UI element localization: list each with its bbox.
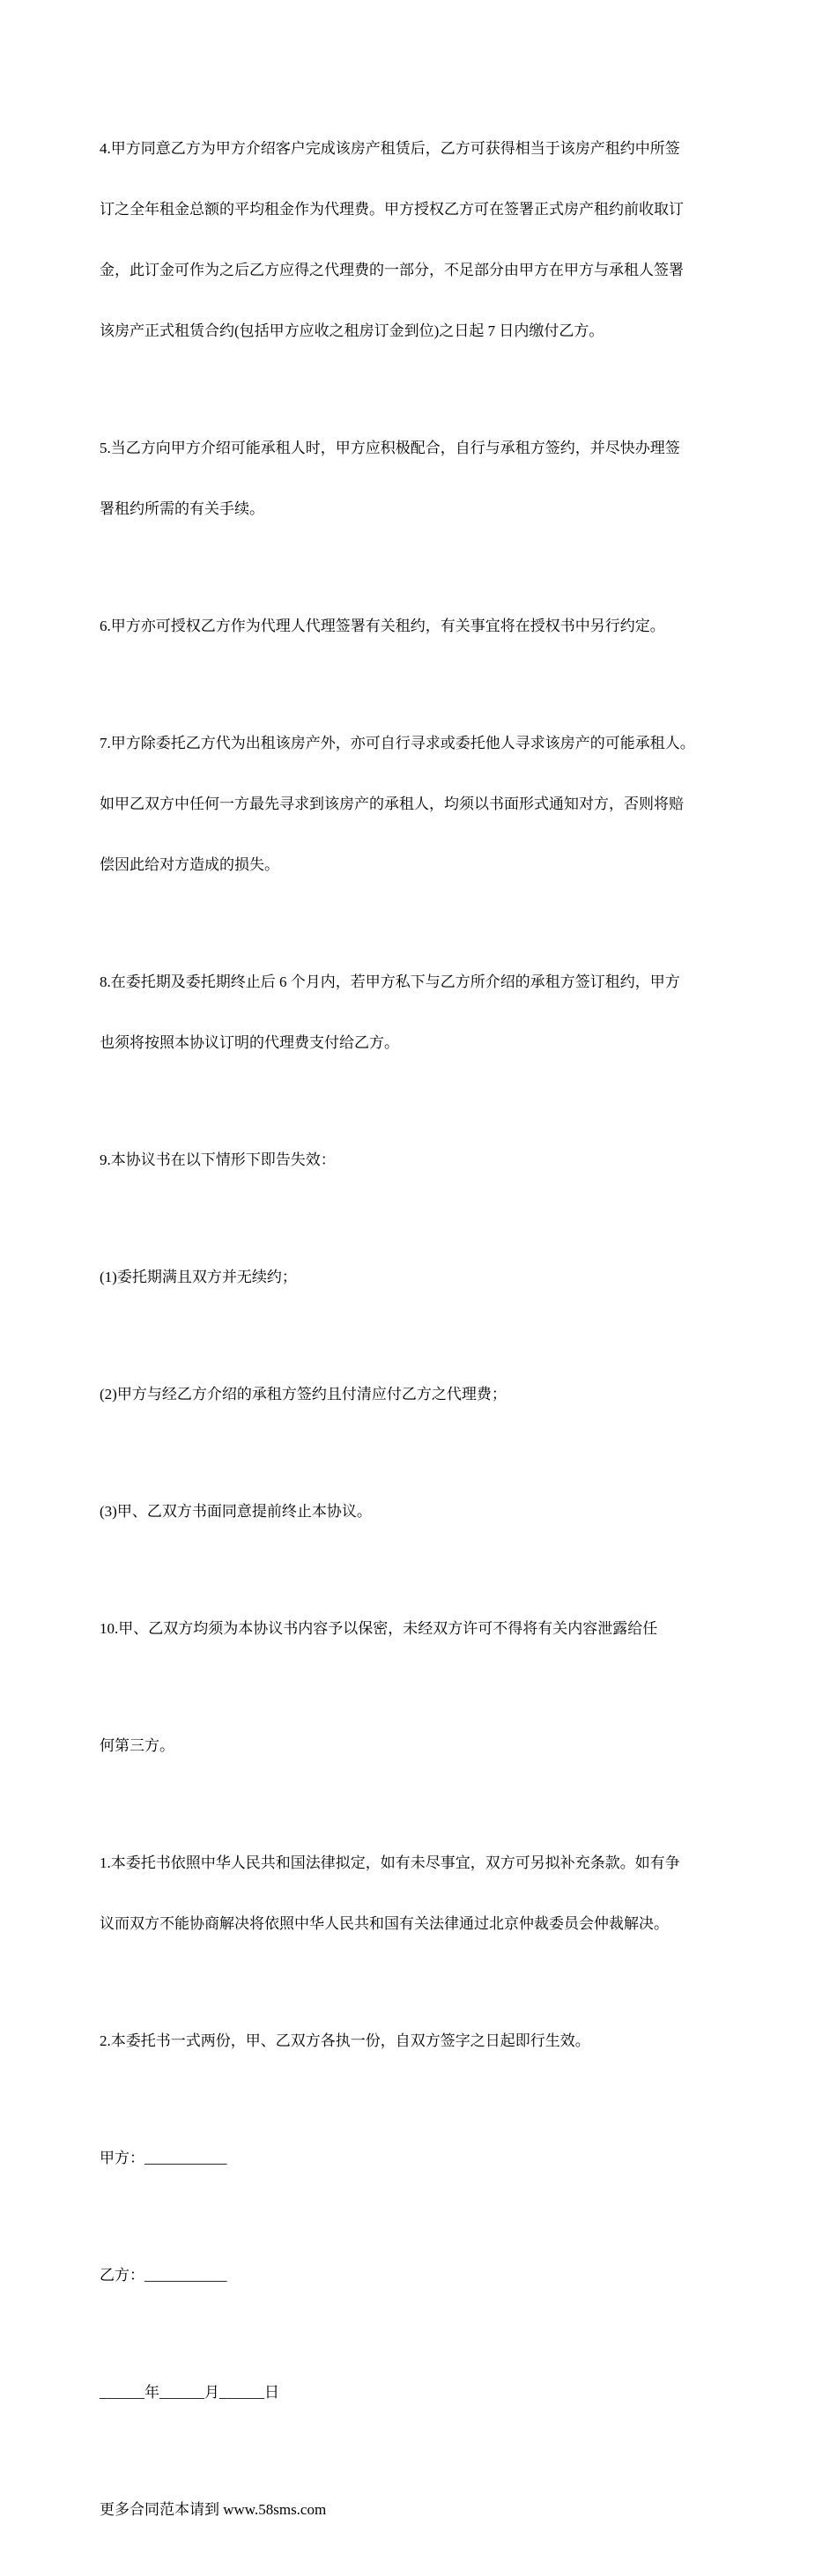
text-line: 更多合同范本请到 www.58sms.com <box>100 2501 327 2518</box>
clause-9-item-2 <box>100 1344 743 1445</box>
text-line: ______年______月______日 <box>100 2384 279 2401</box>
text-line: 金，此订金可作为之后乙方应得之代理费的一部分，不足部分由甲方在甲方与承租人签署 <box>100 262 684 278</box>
supplementary-clause-1 <box>100 1812 743 1974</box>
text-line: (3)甲、乙双方书面同意提前终止本协议。 <box>100 1503 372 1520</box>
text-line: 甲方：___________ <box>100 2150 227 2166</box>
text-line: 该房产正式租赁合约(包括甲方应收之租房订金到位)之日起 7 日内缴付乙方。 <box>100 322 604 339</box>
document-page <box>100 98 743 2576</box>
text-line: (1)委托期满且双方并无续约； <box>100 1269 297 1285</box>
text-line: 2.本委托书一式两份，甲、乙双方各执一份，自双方签字之日起即行生效。 <box>100 2032 590 2049</box>
clause-5 <box>100 397 743 559</box>
text-line: 订之全年租金总额的平均租金作为代理费。甲方授权乙方可在签署正式房产租约前收取订 <box>100 201 684 218</box>
clause-6 <box>100 575 743 677</box>
text-line: 1.本委托书依照中华人民共和国法律拟定，如有未尽事宜，双方可另拟补充条款。如有争 <box>100 1854 680 1871</box>
text-line: 6.甲方亦可授权乙方作为代理人代理签署有关租约，有关事宜将在授权书中另行约定。 <box>100 618 665 634</box>
text-line: 4.甲方同意乙方为甲方介绍客户完成该房产租赁后，乙方可获得相当于该房产租约中所签 <box>100 140 680 157</box>
text-line: 偿因此给对方造成的损失。 <box>100 856 279 873</box>
party-b-signature-line <box>100 2224 743 2326</box>
text-line: (2)甲方与经乙方介绍的承租方签约且付清应付乙方之代理费； <box>100 1386 507 1403</box>
clause-7 <box>100 692 743 915</box>
text-line: 如甲乙双方中任何一方最先寻求到该房产的承租人，均须以书面形式通知对方，否则将赔 <box>100 796 684 812</box>
text-line: 署租约所需的有关手续。 <box>100 500 264 517</box>
text-line: 议而双方不能协商解决将依照中华人民共和国有关法律通过北京仲裁委员会仲裁解决。 <box>100 1915 669 1932</box>
text-line: 何第三方。 <box>100 1737 174 1754</box>
clause-9 <box>100 1109 743 1210</box>
text-line: 也须将按照本协议订明的代理费支付给乙方。 <box>100 1034 399 1051</box>
text-line: 9.本协议书在以下情形下即告失效： <box>100 1151 336 1168</box>
text-line: 8.在委托期及委托期终止后 6 个月内，若甲方私下与乙方所介绍的承租方签订租约，甲方 <box>100 973 680 990</box>
clause-10 <box>100 1578 743 1679</box>
supplementary-clause-2 <box>100 1990 743 2091</box>
party-a-signature-line <box>100 2107 743 2209</box>
text-line: 乙方：___________ <box>100 2267 227 2284</box>
text-line: 10.甲、乙双方均须为本协议书内容予以保密，未经双方许可不得将有关内容泄露给任 <box>100 1620 658 1637</box>
clause-10-continued <box>100 1695 743 1796</box>
footer-note <box>100 2459 743 2560</box>
clause-9-item-1 <box>100 1226 743 1328</box>
clause-8 <box>100 931 743 1093</box>
text-line: 5.当乙方向甲方介绍可能承租人时，甲方应积极配合，自行与承租方签约，并尽快办理签 <box>100 440 680 456</box>
text-line: 7.甲方除委托乙方代为出租该房产外，亦可自行寻求或委托他人寻求该房产的可能承租人。 <box>100 735 695 751</box>
date-line <box>100 2342 743 2443</box>
clause-4 <box>100 98 743 381</box>
clause-9-item-3 <box>100 1461 743 1562</box>
